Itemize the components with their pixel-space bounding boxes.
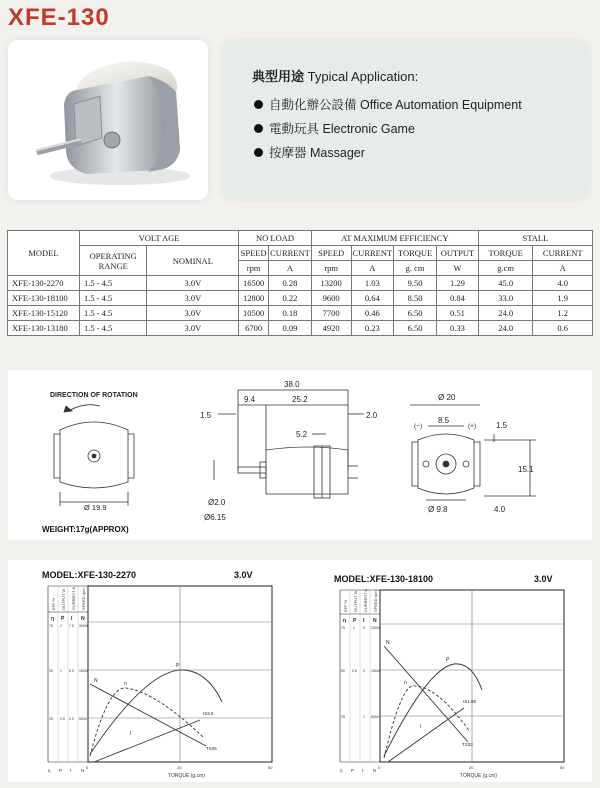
cell-noload-current: 0.22 [269, 291, 312, 306]
tick-value: 3 [363, 626, 365, 630]
rotation-arc [70, 405, 100, 410]
typical-application-panel [222, 40, 590, 200]
tick-value: 0.5 [352, 669, 357, 673]
bottom-letter: N [81, 768, 85, 773]
application-heading-en: Typical Application: [307, 69, 419, 84]
bottom-letter: P [351, 768, 355, 773]
col-letter: η [51, 616, 55, 622]
tick-value: 1 [353, 626, 355, 630]
cell-noload-current: 0.18 [269, 306, 312, 321]
bottom-letter: P [59, 768, 63, 773]
spec-table [7, 230, 593, 336]
dim-phi20: Ø 20 [438, 393, 456, 402]
col-label: SPEED rpm [373, 590, 378, 612]
tick-value: 15000 [79, 669, 89, 673]
bushing-side [260, 462, 266, 478]
bottom-letter: η [340, 768, 343, 773]
curve-label-i: I [130, 731, 132, 737]
cell-nominal: 3.0V [147, 306, 239, 321]
table-row [8, 291, 593, 306]
tick-value: 20 [49, 669, 53, 673]
application-item [254, 119, 415, 137]
cell-max-torque: 9.50 [394, 276, 437, 291]
header-current: CURRENT [351, 246, 394, 261]
tick-value: 25 [49, 717, 53, 721]
unit-a: A [269, 261, 312, 276]
cell-noload-speed: 12800 [239, 291, 269, 306]
tick-value: 2 [363, 669, 365, 673]
tick-value: 0.5 [60, 717, 65, 721]
dim-20b: Ø2.0 [208, 498, 226, 507]
curve-label-n: N [386, 640, 390, 646]
chart-voltage: 3.0V [534, 574, 553, 584]
shaft-center [92, 454, 96, 458]
header-speed: SPEED [239, 246, 269, 261]
cell-max-torque: 6.50 [394, 306, 437, 321]
cell-max-speed: 4920 [311, 321, 351, 336]
terminal-hole [423, 461, 429, 467]
cell-range: 1.5 - 4.5 [79, 291, 147, 306]
table-row [8, 306, 593, 321]
product-photo [8, 40, 208, 200]
curve-label-is: IS3.8 [203, 711, 214, 716]
application-item-en: Office Automation Equipment [360, 98, 522, 112]
cell-nominal: 3.0V [147, 291, 239, 306]
dim-15a: 1.5 [200, 411, 212, 420]
col-letter: I [363, 618, 365, 624]
cell-noload-current: 0.09 [269, 321, 312, 336]
curve-label-is: IS1.85 [463, 699, 477, 704]
cell-nominal: 3.0V [147, 276, 239, 291]
rotation-arrow-icon [64, 406, 72, 412]
cell-nominal: 3.0V [147, 321, 239, 336]
application-heading-cn: 典型用途 [252, 69, 305, 84]
cell-model: XFE-130-15120 [8, 306, 80, 321]
motor-body-side [266, 447, 348, 494]
direction-label: DIRECTION OF ROTATION [50, 392, 138, 399]
header-operating-range [79, 246, 147, 276]
col-letter: P [353, 618, 357, 624]
cell-model: XFE-130-13180 [8, 321, 80, 336]
curve-label-i: I [420, 724, 422, 730]
header-torque: TORQUE [478, 246, 533, 261]
curve-label-ts: TS33 [462, 742, 473, 747]
header-max-efficiency: AT MAXIMUM EFFICIENCY [311, 231, 478, 246]
col-label: SPEED rpm [81, 588, 86, 610]
dimension-drawing [8, 370, 592, 540]
chart-model: MODEL:XFE-130-2270 [42, 570, 137, 580]
cell-noload-speed: 16500 [239, 276, 269, 291]
cell-stall-current: 1.9 [533, 291, 593, 306]
curve-speed [384, 646, 468, 742]
cell-stall-current: 4.0 [533, 276, 593, 291]
bottom-letter: N [373, 768, 377, 773]
header-current: CURRENT [269, 246, 312, 261]
cell-noload-speed: 6700 [239, 321, 269, 336]
unit-w: W [437, 261, 479, 276]
header-voltage: VOLT AGE [79, 231, 238, 246]
header-torque: TORQUE [394, 246, 437, 261]
end-outline [412, 442, 418, 486]
table-row [8, 321, 593, 336]
dim-380: 38.0 [284, 380, 300, 389]
application-item [254, 143, 365, 161]
col-label: EFF % [51, 597, 56, 610]
cell-max-current: 1.03 [351, 276, 394, 291]
cell-stall-torque: 45.0 [478, 276, 533, 291]
dim-plus: (+) [468, 423, 477, 430]
bottom-letter: I [362, 768, 364, 773]
col-letter: N [81, 616, 85, 622]
curve-label-ts: TS45 [206, 746, 217, 751]
application-heading [252, 66, 418, 85]
cell-max-output: 0.51 [437, 306, 479, 321]
tick-value: 1 [363, 715, 365, 719]
col-label: OUTPUT W [61, 588, 66, 610]
application-item-en: Massager [310, 146, 365, 160]
application-item [254, 95, 522, 113]
weight-label: WEIGHT:17g(APPROX) [42, 525, 129, 534]
dim-151: 15.1 [518, 465, 534, 474]
tick-value: 2.5 [69, 717, 74, 721]
curve-label-p: P [176, 663, 180, 669]
cell-max-speed: 9600 [311, 291, 351, 306]
shaft-side [238, 467, 266, 473]
cell-max-output: 1.29 [437, 276, 479, 291]
bullet-icon [254, 124, 263, 133]
bullet-icon [254, 148, 263, 157]
col-label: OUTPUT W [353, 590, 358, 612]
cell-max-speed: 7700 [311, 306, 351, 321]
dimension-drawing-panel [8, 370, 592, 540]
tick-value: 75 [341, 626, 345, 630]
unit-rpm: rpm [239, 261, 269, 276]
x-tick: 20 [177, 765, 182, 770]
cell-noload-current: 0.28 [269, 276, 312, 291]
col-label: CURRENT A [71, 586, 76, 610]
chart-voltage: 3.0V [234, 570, 253, 580]
front-outline [54, 434, 60, 478]
bottom-letter: I [70, 768, 72, 773]
dim-52: 5.2 [296, 430, 308, 439]
front-outline [128, 434, 134, 478]
curve-efficiency [384, 686, 470, 758]
cell-range: 1.5 - 4.5 [79, 321, 147, 336]
cell-range: 1.5 - 4.5 [79, 306, 147, 321]
application-item-cn: 電動玩具 [269, 122, 320, 136]
performance-charts [8, 560, 592, 782]
tick-value: 15000 [371, 669, 381, 673]
tick-value: 2 [60, 624, 62, 628]
x-tick: 20 [469, 765, 474, 770]
x-axis-label: TORQUE (g.cm) [460, 773, 497, 779]
cell-stall-current: 1.2 [533, 306, 593, 321]
cell-max-speed: 13200 [311, 276, 351, 291]
page-title: XFE-130 [8, 4, 110, 31]
col-label: EFF % [343, 599, 348, 612]
x-tick: 50 [268, 765, 273, 770]
dim-minus: (−) [414, 423, 423, 430]
x-tick: 0 [378, 765, 381, 770]
header-model: MODEL [8, 231, 80, 276]
x-tick: 50 [560, 765, 565, 770]
cell-stall-torque: 33.0 [478, 291, 533, 306]
cell-stall-torque: 24.0 [478, 321, 533, 336]
application-item-en: Electronic Game [322, 122, 415, 136]
motor-image [8, 40, 208, 200]
tick-value: 25 [341, 715, 345, 719]
header-no-load: NO LOAD [239, 231, 312, 246]
tick-value: 50 [341, 669, 345, 673]
curve-label-eta: n [404, 680, 407, 686]
end-outline [474, 442, 480, 486]
table-row [8, 276, 593, 291]
unit-gcm: g. cm [394, 261, 437, 276]
curve-speed [90, 684, 206, 746]
curve-label-eta: n [124, 681, 127, 687]
cell-model: XFE-130-18100 [8, 291, 80, 306]
header-nominal: NOMINAL [147, 246, 239, 276]
cell-stall-current: 0.6 [533, 321, 593, 336]
dim-94: 9.4 [244, 395, 256, 404]
curve-efficiency [90, 688, 204, 756]
application-item-cn: 自動化辦公設備 [269, 98, 357, 112]
tick-value: 5.0 [69, 669, 74, 673]
chart-18100 [334, 574, 565, 779]
cell-noload-speed: 10500 [239, 306, 269, 321]
header-operating: OPERATING [89, 250, 137, 261]
dim-40: 4.0 [494, 505, 506, 514]
tick-value: 7.5 [69, 624, 74, 628]
cell-max-current: 0.23 [351, 321, 394, 336]
header-current: CURRENT [533, 246, 593, 261]
col-letter: η [343, 618, 347, 624]
chart-2270 [42, 570, 273, 779]
dim-252: 25.2 [292, 395, 308, 404]
dim-615: Ø6.15 [204, 513, 226, 522]
cell-max-torque: 8.50 [394, 291, 437, 306]
dim-199: Ø 19.9 [84, 503, 107, 512]
curve-label-p: P [446, 657, 450, 663]
tick-value: 1 [60, 669, 62, 673]
dim-98: Ø 9.8 [428, 505, 448, 514]
x-tick: 0 [86, 765, 89, 770]
dim-85: 8.5 [438, 416, 450, 425]
cell-max-current: 0.64 [351, 291, 394, 306]
tick-value: 30000 [79, 624, 89, 628]
cell-stall-torque: 24.0 [478, 306, 533, 321]
header-speed: SPEED [311, 246, 351, 261]
cell-max-output: 0.33 [437, 321, 479, 336]
end-center [443, 461, 449, 467]
col-letter: P [61, 616, 65, 622]
cell-max-torque: 6.50 [394, 321, 437, 336]
tick-value: 20000 [371, 626, 381, 630]
tick-value: 75 [49, 624, 53, 628]
x-axis-label: TORQUE (g.cm) [168, 773, 205, 779]
terminal-hole [463, 461, 469, 467]
curve-label-n: N [94, 678, 98, 684]
cell-range: 1.5 - 4.5 [79, 276, 147, 291]
col-label: CURRENT A [363, 588, 368, 612]
cell-model: XFE-130-2270 [8, 276, 80, 291]
header-range: RANGE [98, 260, 128, 271]
header-output: OUTPUT [437, 246, 479, 261]
col-letter: N [373, 618, 377, 624]
cell-max-output: 0.84 [437, 291, 479, 306]
header-stall: STALL [478, 231, 592, 246]
unit-a: A [351, 261, 394, 276]
bullet-icon [254, 100, 263, 109]
cell-max-current: 0.46 [351, 306, 394, 321]
col-letter: I [71, 616, 73, 622]
dim-15b: 1.5 [496, 421, 508, 430]
unit-a: A [533, 261, 593, 276]
unit-gcm: g.cm [478, 261, 533, 276]
tick-value: 5000 [371, 715, 379, 719]
performance-charts-panel [8, 560, 592, 782]
tick-value: 5000 [79, 717, 87, 721]
unit-rpm: rpm [311, 261, 351, 276]
bottom-letter: η [48, 768, 51, 773]
application-item-cn: 按摩器 [269, 146, 307, 160]
chart-model: MODEL:XFE-130-18100 [334, 574, 434, 584]
dim-20a: 2.0 [366, 411, 378, 420]
